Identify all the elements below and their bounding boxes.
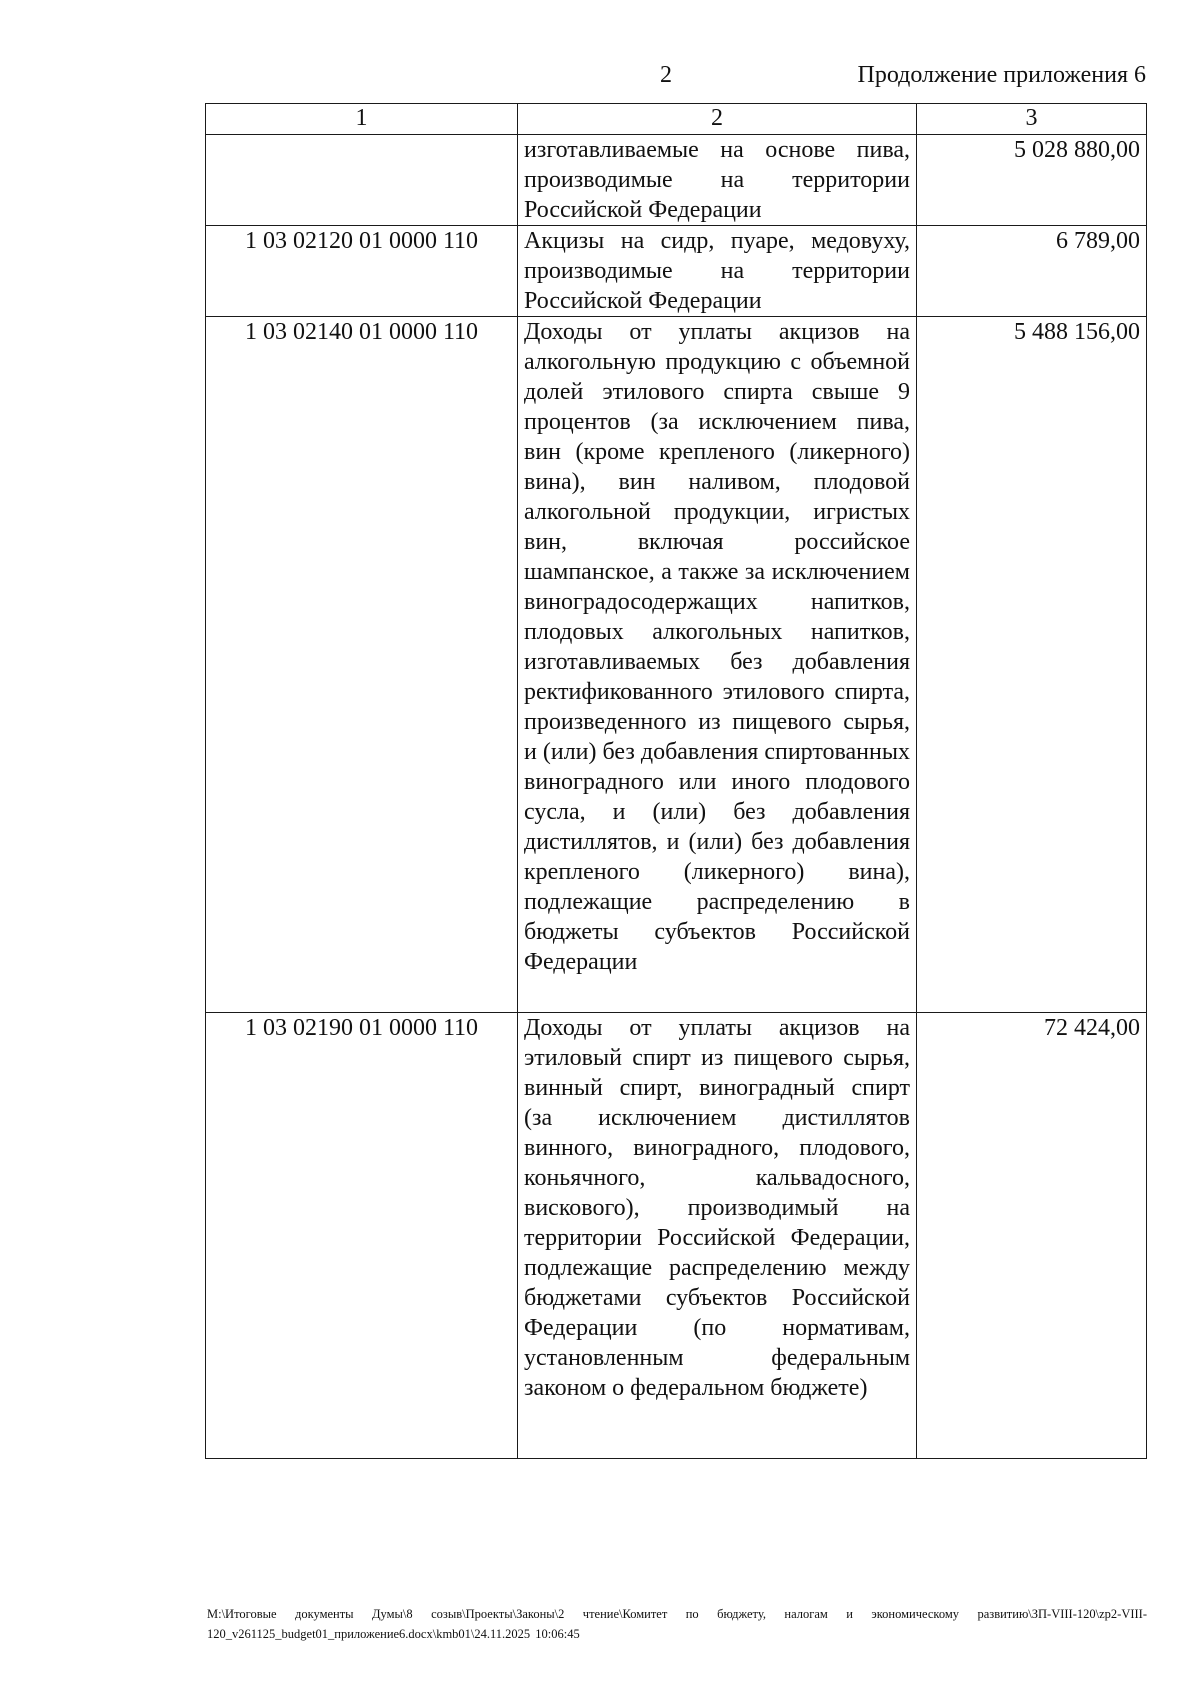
table-row: [206, 226, 1147, 317]
budget-code: 1 03 02120 01 0000 110: [206, 226, 518, 317]
column-number-row: [206, 104, 1147, 135]
revenue-amount: 6 789,00: [917, 226, 1147, 317]
table-row: [206, 135, 1147, 226]
table-row: [206, 317, 1147, 1013]
column-header-1: 1: [206, 104, 518, 135]
revenue-description: Акцизы на сидр, пуаре, медовуху, производимые на территории Российской Федерации: [518, 226, 917, 317]
page-number: 2: [660, 62, 672, 88]
revenue-amount: 72 424,00: [917, 1013, 1147, 1459]
continuation-header: Продолжение приложения 6: [857, 62, 1146, 88]
revenue-description: Доходы от уплаты акцизов на алкогольную продукцию с объемной долей этилового спирта свыше 9 процентов (за исключением пива, вин (кроме крепленого (ликерного) вина), вин наливом, плодовой алкогольной продукции, игристых вин, включая российское шампанское, а также за исключением виноградосодержащих напитков, плодовых алкогольных напитков, изготавливаемых без добавления ректификованного этилового спирта, произведенного из пищевого сырья, и (или) без добавления спиртованных виноградного или иного плодового сусла, и (или) без добавления дистиллятов, и (или) без добавления крепленого (ликерного) вина), подлежащие распределению в бюджеты субъектов Российской Федерации: [518, 317, 917, 1013]
file-path-footer: М:\Итоговые документы Думы\8 созыв\Проекты\Законы\2 чтение\Комитет по бюджету, налогам и экономическому развитию\ЗП-VIII-120\zp2-VIII-120_v261125_budget01_приложение6.docx\kmb01\24.11.2025 10:06:45: [207, 1607, 1147, 1641]
budget-code: 1 03 02140 01 0000 110: [206, 317, 518, 1013]
column-header-2: 2: [518, 104, 917, 135]
table-row: [206, 1013, 1147, 1459]
budget-code: 1 03 02190 01 0000 110: [206, 1013, 518, 1459]
budget-code: [206, 135, 518, 226]
revenue-description: изготавливаемые на основе пива, производимые на территории Российской Федерации: [518, 135, 917, 226]
revenue-description: Доходы от уплаты акцизов на этиловый спирт из пищевого сырья, винный спирт, виноградный спирт (за исключением дистиллятов винного, виноградного, плодового, коньячного, кальвадосного, вискового), производимый на территории Российской Федерации, подлежащие распределению между бюджетами субъектов Российской Федерации (по нормативам, установленным федеральным законом о федеральном бюджете): [518, 1013, 917, 1459]
column-header-3: 3: [917, 104, 1147, 135]
revenue-amount: 5 028 880,00: [917, 135, 1147, 226]
revenue-table: [205, 103, 1147, 1459]
revenue-amount: 5 488 156,00: [917, 317, 1147, 1013]
